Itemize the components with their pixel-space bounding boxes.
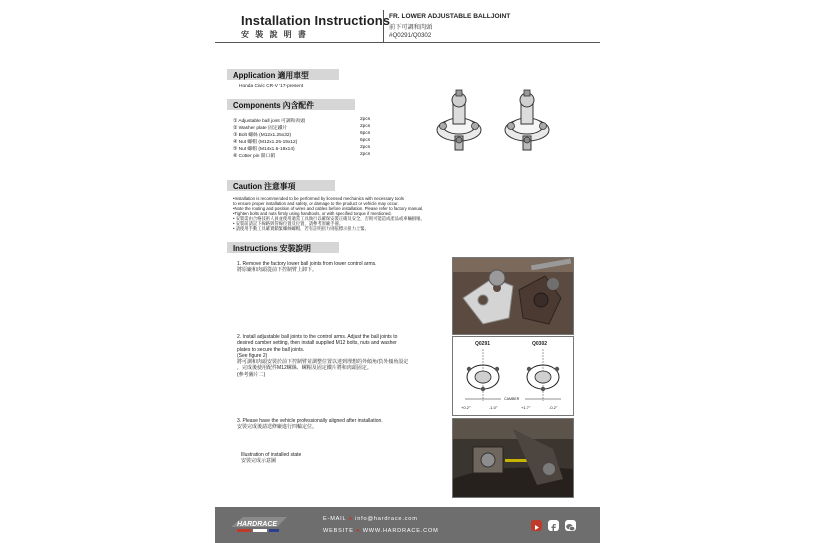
component-qty: 2pcs (360, 117, 371, 122)
website-link[interactable]: WWW.HARDRACE.COM (362, 528, 439, 534)
youtube-icon[interactable] (531, 520, 542, 531)
application-vehicle: Honda Civic CR-V '17-present (239, 84, 304, 89)
instruction-sheet (215, 0, 600, 543)
step-1-text (237, 261, 377, 274)
step-1-line: 將原廠和肉頭從前下控制臂上卸下。 (237, 267, 318, 274)
email-link[interactable]: info@hardrace.com (355, 516, 418, 522)
figure-2-diagram (452, 336, 574, 416)
step-2-line: plates to secure the ball joints. (237, 346, 305, 353)
component-label: ④ Nut 螺帽 (M12x1.25-19x12) (233, 140, 298, 145)
part-numbers: #Q0291/Q0302 (389, 32, 432, 39)
header-rule (215, 42, 600, 43)
step-2-line: 2. Install adjustable ball joints to the control arms. Adjust the ball joints to (237, 334, 398, 340)
wechat-icon[interactable] (565, 520, 576, 531)
component-label: ⑥ Cotter pin 開口銷 (233, 154, 276, 159)
page-title: Installation Instructions (241, 13, 391, 28)
step-1-photo (452, 257, 574, 335)
component-qty: 2pcs (360, 124, 371, 129)
figure-2-label-left: Q0291 (475, 341, 491, 347)
figure-2-label-right: Q0302 (532, 341, 548, 347)
step-2-line: 將可調和肉頭安裝於前下控制臂並調整位置以達到理想的外傾角/負外傾角設定 (237, 359, 409, 366)
camber-value: -1.0° (489, 405, 498, 410)
caution-line: •Note the routing and position of wires and cables before installation. Please refer to factory manual. (233, 206, 424, 211)
application-heading: Application 適用車型 (227, 69, 339, 80)
step-3-text (237, 418, 383, 431)
camber-diagram-graphic (453, 347, 573, 403)
step-2-line: (See figure 2) (237, 352, 268, 359)
caution-line: •Installation is recommended to be performed by licensed mechanics with necessary tools (233, 196, 404, 201)
product-name: FR. LOWER ADJUSTABLE BALLJOINT (389, 13, 511, 20)
installed-state-photo (452, 418, 574, 498)
hardrace-logo (229, 515, 289, 535)
step-2-text (237, 334, 408, 378)
facebook-icon[interactable] (548, 520, 559, 531)
camber-value: -0.2° (549, 405, 558, 410)
camber-value: +1.7° (521, 405, 531, 410)
illustration-label-cn: 安裝完成示意圖 (241, 458, 277, 465)
ball-joint-product-image (425, 88, 565, 158)
component-qty: 2pcs (360, 152, 371, 157)
brand-name: HARDRACE (237, 521, 278, 528)
caution-heading: Caution 注意事項 (227, 180, 335, 191)
illustration-caption (241, 452, 301, 465)
camber-value: +0.2° (461, 405, 471, 410)
email-label: E-MAIL (323, 516, 347, 522)
bullet-icon: ● (348, 516, 353, 522)
step-1-line: 1. Remove the factory lower ball joints from lower control arms. (237, 261, 377, 267)
ball-joint-right-icon (505, 90, 549, 150)
footer-website (323, 528, 439, 534)
caution-line: • 安裝需由合格技術人員並使用適當工具執行以確保安裝正確及安全，否則可能造成產品或車輛損壞。 (233, 216, 425, 221)
step-3-line: 安裝完成後請送修廠進行四輪定位。 (237, 424, 318, 431)
website-label: WEBSITE (323, 528, 354, 534)
ball-joint-left-icon (437, 90, 481, 150)
header-divider (383, 10, 384, 42)
component-qty: 6pcs (360, 138, 371, 143)
instructions-heading: Instructions 安裝說明 (227, 242, 339, 253)
caution-line: •Tighten bolts and nuts firmly using handtools, or with specified torque if mentioned. (233, 211, 392, 216)
step-2-line: ，完成後使用配件M12螺絲、螺帽及固定鐵片將和肉頭固定。 (237, 365, 372, 372)
caution-line: • 請使用手動工具確實鎖緊螺絲螺帽，若有註明扭力則依標示扭力上緊。 (233, 226, 369, 231)
product-name-cn: 前下可調和肉頭 (389, 24, 433, 31)
step-2-line: (參考圖片二) (237, 371, 266, 378)
components-heading: Components 內含配件 (227, 99, 355, 110)
step-3-line: 3. Please have the vehicle professionally aligned after installation. (237, 418, 383, 424)
footer-email (323, 516, 418, 522)
footer-bar (215, 507, 600, 543)
caution-line: • 安裝前請記下線路與管線位置及位置，請參考原廠手冊。 (233, 221, 344, 226)
component-qty: 2pcs (360, 145, 371, 150)
component-label: ③ Bolt 螺絲 (M12x1.25x32) (233, 133, 292, 138)
component-label: ① Adjustable ball joint 可調和肉頭 (233, 119, 306, 124)
camber-label: CAMBER (504, 397, 520, 401)
illustration-label: Illustration of installed state (241, 452, 302, 458)
page-subtitle: 安 裝 說 明 書 (241, 30, 308, 39)
component-label: ⑤ Nut 螺帽 (M14x1.5-19x14) (233, 147, 295, 152)
bullet-icon: ● (356, 528, 361, 534)
component-label: ② Washer plate 固定鐵片 (233, 126, 288, 131)
component-qty: 6pcs (360, 131, 371, 136)
step-2-line: desired camber setting, then install supplied M12 bolts, nuts and washer (237, 340, 397, 347)
caution-line: to ensure proper installation and safety, or damage to the product or vehicle may occur. (233, 201, 399, 206)
